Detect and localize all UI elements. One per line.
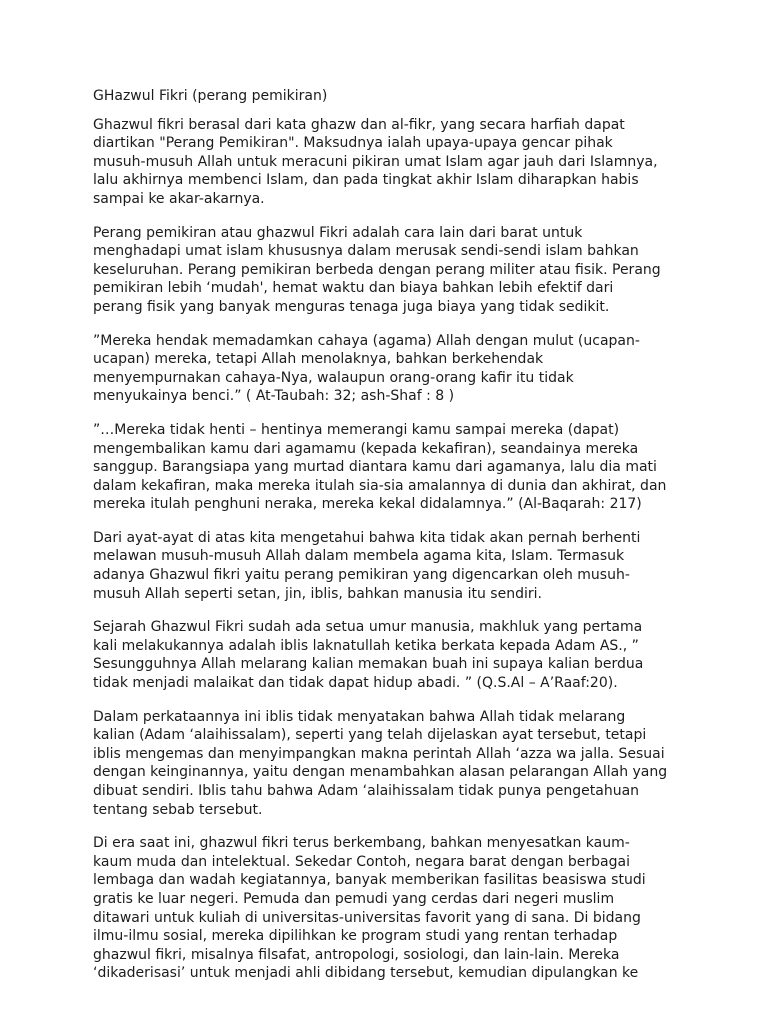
document-body: [93, 87, 683, 998]
paragraph-line: ghazwul fikri, misalnya filsafat, antropologi, sosiologi, dan lain-lain. Mereka: [93, 946, 620, 963]
paragraph-line: Di era saat ini, ghazwul fikri terus berkembang, bahkan menyesatkan kaum-: [93, 835, 630, 852]
paragraph-line: keseluruhan. Perang pemikiran berbeda dengan perang militer atau fisik. Perang: [93, 261, 661, 278]
paragraph-line: tidak menjadi malaikat dan tidak dapat hidup abadi. ” (Q.S.Al – A’Raaf:20).: [93, 675, 618, 692]
paragraph-list: [93, 116, 683, 983]
paragraph-line: menyempurnakan cahaya-Nya, walaupun orang-orang kafir itu tidak: [93, 369, 574, 386]
paragraph-line: Sejarah Ghazwul Fikri sudah ada setua umur manusia, makhluk yang pertama: [93, 619, 643, 636]
paragraph-line: Ghazwul fikri berasal dari kata ghazw dan al-fikr, yang secara harfiah dapat: [93, 116, 625, 133]
paragraph-line: diartikan "Perang Pemikiran". Maksudnya ialah upaya-upaya gencar pihak: [93, 135, 613, 152]
document-title: GHazwul Fikri (perang pemikiran): [93, 88, 328, 104]
paragraph-line: gratis ke luar negeri. Pemuda dan pemudi yang cerdas dari negeri muslim: [93, 890, 615, 907]
paragraph-line: mengembalikan kamu dari agamamu (kepada kekafiran), seandainya mereka: [93, 440, 639, 457]
paragraph-line: dibuat sendiri. Iblis tahu bahwa Adam ‘alaihissalam tidak punya pengetahuan: [93, 783, 640, 799]
paragraph: [93, 529, 683, 603]
paragraph-line: musuh Allah seperti setan, jin, iblis, bahkan manusia itu sendiri.: [93, 585, 542, 602]
paragraph-line: sampai ke akar-akarnya.: [93, 190, 265, 207]
paragraph-line: ‘dikaderisasi’ untuk menjadi ahli dibidang tersebut, kemudian dipulangkan ke: [93, 965, 639, 982]
paragraph-line: Sesungguhnya Allah melarang kalian memakan buah ini supaya kalian berdua: [93, 656, 644, 673]
paragraph-line: menghadapi umat islam khususnya dalam merusak sendi-sendi islam bahkan: [93, 243, 639, 260]
paragraph-line: melawan musuh-musuh Allah dalam membela agama kita, Islam. Termasuk: [93, 548, 625, 565]
paragraph-line: ”Mereka hendak memadamkan cahaya (agama) Allah dengan mulut (ucapan-: [93, 332, 640, 349]
paragraph-line: dalam kekafiran, maka mereka itulah sia-sia amalannya di dunia dan akhirat, dan: [93, 477, 667, 494]
paragraph-line: lalu akhirnya membenci Islam, dan pada tingkat akhir Islam diharapkan habis: [93, 172, 639, 189]
paragraph-line: ”…Mereka tidak henti – hentinya memerangi kamu sampai mereka (dapat): [93, 421, 620, 438]
paragraph-line: sanggup. Barangsiapa yang murtad diantara kamu dari agamanya, lalu dia mati: [93, 459, 657, 476]
paragraph: [93, 332, 683, 406]
paragraph-line: kaum muda dan intelektual. Sekedar Contoh, negara barat dengan berbagai: [93, 853, 630, 870]
paragraph-line: ditawari untuk kuliah di universitas-universitas favorit yang di sana. Di bidang: [93, 909, 641, 926]
paragraph-line: Perang pemikiran atau ghazwul Fikri adalah cara lain dari barat untuk: [93, 224, 583, 241]
paragraph-line: dengan keinginannya, yaitu dengan menambahkan alasan pelarangan Allah yang: [93, 764, 668, 781]
paragraph-line: ucapan) mereka, tetapi Allah menolaknya, bahkan berkehendak: [93, 351, 544, 368]
paragraph-line: adanya Ghazwul fikri yaitu perang pemikiran yang digencarkan oleh musuh-: [93, 567, 630, 584]
paragraph-line: mereka itulah penghuni neraka, mereka kekal didalamnya.” (Al-Baqarah: 217): [93, 496, 642, 513]
paragraph-line: pemikiran lebih ‘mudah', hemat waktu dan biaya bahkan lebih efektif dari: [93, 280, 614, 297]
paragraph-line: kali melakukannya adalah iblis laknatullah ketika berkata kepada Adam AS., ”: [93, 637, 639, 654]
paragraph: [93, 708, 683, 820]
paragraph-line: menyukainya benci.” ( At-Taubah: 32; ash-Shaf : 8 ): [93, 388, 455, 405]
paragraph-line: iblis mengemas dan menyimpangkan makna perintah Allah ‘azza wa jalla. Sesuai: [93, 745, 665, 762]
paragraph: [93, 224, 683, 317]
paragraph-line: tentang sebab tersebut.: [93, 801, 263, 818]
paragraph: [93, 618, 683, 692]
paragraph: [93, 834, 683, 983]
paragraph-line: perang fisik yang banyak menguras tenaga juga biaya yang tidak sedikit.: [93, 298, 610, 315]
paragraph: [93, 116, 683, 209]
paragraph-line: Dalam perkataannya ini iblis tidak menyatakan bahwa Allah tidak melarang: [93, 708, 626, 725]
paragraph-line: ilmu-ilmu sosial, mereka dipilihkan ke program studi yang rentan terhadap: [93, 928, 618, 945]
paragraph-line: Dari ayat-ayat di atas kita mengetahui bahwa kita tidak akan pernah berhenti: [93, 529, 641, 546]
paragraph-line: kalian (Adam ‘alaihissalam), seperti yang telah dijelaskan ayat tersebut, tetapi: [93, 727, 647, 744]
paragraph-line: lembaga dan wadah kegiatannya, banyak memberikan fasilitas beasiswa studi: [93, 872, 646, 889]
paragraph: [93, 421, 683, 514]
paragraph-line: musuh-musuh Allah untuk meracuni pikiran umat Islam agar jauh dari Islamnya,: [93, 153, 658, 170]
